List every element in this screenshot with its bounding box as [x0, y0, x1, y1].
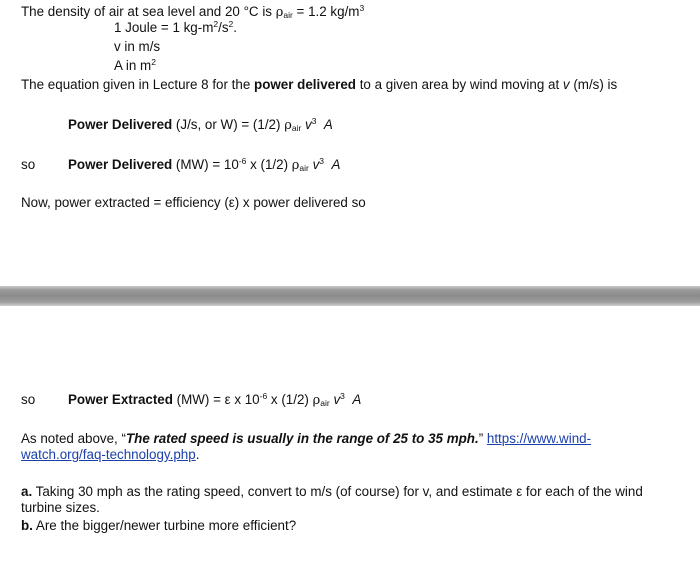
question-a-text-1: Taking 30 mph as the rating speed, convert to m/s (of course) for v, and estimate ε for each of the wind	[32, 484, 643, 499]
so-text-1: so	[21, 157, 36, 172]
question-b-text: Are the bigger/newer turbine more efficient?	[32, 518, 297, 533]
eq3-v: v	[333, 392, 341, 407]
density-value: = 1.2 kg/m	[292, 4, 360, 19]
eq2-a: (MW) = 10	[172, 157, 239, 172]
question-a-line1	[21, 484, 643, 500]
air-subscript: air	[283, 10, 293, 20]
eq3-air-sub: air	[320, 398, 330, 408]
eq3-area: A	[352, 392, 362, 407]
joule-text-a: 1 Joule = 1 kg-m	[114, 20, 214, 35]
eq1-units: (J/s, or W) = (1/2)	[172, 117, 285, 132]
power-delivered-bold: power delivered	[254, 77, 356, 92]
eq1-air-sub: air	[291, 123, 302, 133]
equation-power-extracted	[68, 392, 361, 409]
equation-intro-c: (m/s) is	[569, 77, 618, 92]
eq2-neg6: -6	[238, 156, 247, 166]
eq1-cube: 3	[311, 116, 317, 126]
power-extracted-intro	[21, 195, 366, 211]
eq1-v: v	[305, 117, 312, 132]
eq3-neg6: -6	[259, 391, 268, 401]
area-square-superscript: 2	[151, 57, 156, 67]
link-period: .	[195, 447, 200, 462]
equation-intro	[21, 77, 617, 93]
area-units-text: A in m	[114, 58, 152, 73]
eq3-b: x (1/2)	[267, 392, 313, 407]
eq1-area: A	[323, 117, 333, 132]
eq3-label: Power Extracted	[68, 392, 173, 407]
eq3-cube: 3	[340, 391, 345, 401]
density-intro-text: The density of air at sea level and 20 °C is	[21, 4, 276, 19]
v-variable: v	[562, 77, 570, 92]
square-superscript-2: 2	[228, 19, 234, 29]
eq2-b: x (1/2)	[246, 157, 292, 172]
cube-superscript: 3	[359, 3, 365, 13]
noted-b: ”	[478, 431, 487, 446]
eq3-rho: ρ	[312, 393, 321, 408]
eq3-a: (MW) = ε x 10	[172, 392, 260, 407]
extract-line-text: Now, power extracted = efficiency (ε) x power delivered so	[21, 195, 366, 210]
noted-a: As noted above, “	[21, 431, 126, 446]
rated-speed-note-line2	[21, 447, 199, 463]
so-text-2: so	[21, 392, 36, 407]
eq2-air-sub: air	[299, 163, 309, 173]
rho-symbol: ρ	[275, 5, 284, 20]
eq2-cube: 3	[319, 156, 325, 166]
joule-definition	[114, 20, 237, 36]
question-b	[21, 518, 296, 534]
wind-watch-link-part1[interactable]: https://www.wind-	[486, 431, 592, 446]
eq1-rho: ρ	[284, 118, 292, 133]
question-b-label: b.	[21, 518, 33, 533]
equation-intro-b: to a given area by wind moving at	[355, 77, 563, 92]
eq2-label: Power Delivered	[68, 157, 173, 172]
so-label-2	[21, 392, 35, 408]
eq2-rho: ρ	[291, 158, 300, 173]
joule-text-b: /s	[218, 20, 229, 35]
v-units	[114, 39, 160, 55]
joule-period: .	[233, 20, 237, 35]
rated-speed-note-line1	[21, 431, 591, 447]
square-superscript: 2	[213, 19, 219, 29]
wind-watch-link-part2[interactable]: watch.org/faq-technology.php	[21, 447, 196, 462]
so-label-1	[21, 157, 35, 173]
density-statement	[21, 4, 364, 21]
v-units-text: v in m/s	[114, 39, 161, 54]
question-a-label: a.	[21, 484, 33, 499]
area-units	[114, 58, 156, 74]
equation-intro-a: The equation given in Lecture 8 for the	[21, 77, 255, 92]
equation-power-delivered-mw	[68, 157, 340, 174]
page-divider	[0, 286, 700, 306]
question-a-text-2: turbine sizes.	[21, 500, 100, 515]
rated-speed-quote: The rated speed is usually in the range of 25 to 35 mph.	[125, 431, 479, 446]
eq2-v: v	[312, 157, 320, 172]
equation-power-delivered-w	[68, 117, 333, 134]
eq2-area: A	[331, 157, 341, 172]
eq1-label: Power Delivered	[68, 117, 173, 132]
question-a-line2	[21, 500, 100, 516]
